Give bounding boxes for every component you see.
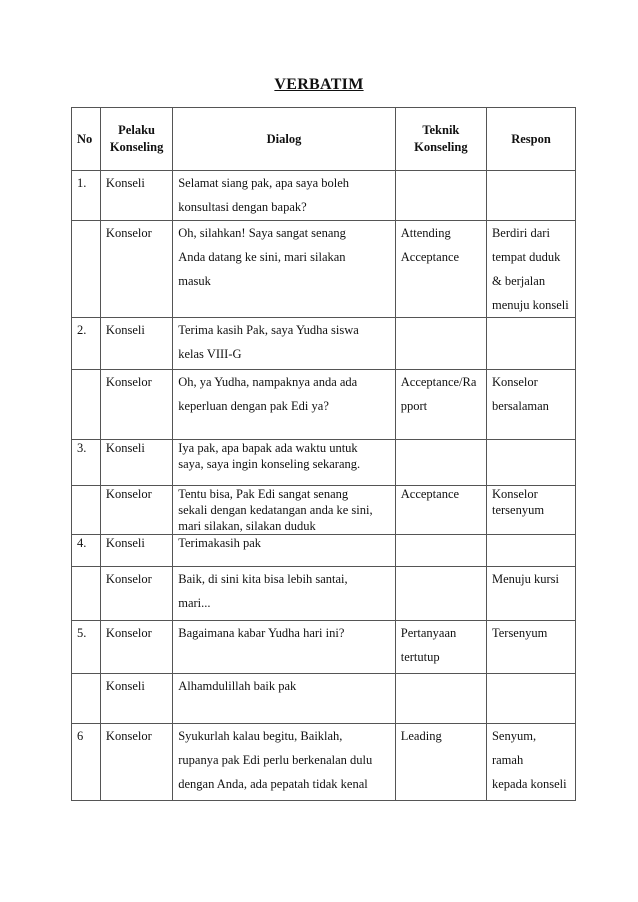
row-respon-cell (486, 567, 575, 621)
row-pelaku-text: Konselor (105, 375, 152, 389)
row-teknik-cell (395, 535, 486, 567)
row-dialog-text: Iya pak, apa bapak ada waktu untuk saya, saya ingin konseling sekarang. (178, 441, 361, 471)
row-pelaku-text: Konselor (105, 572, 152, 586)
row-no-cell (72, 370, 101, 440)
row-teknik-cell (395, 486, 486, 535)
header-dialog: Dialog (173, 108, 396, 171)
header-respon: Respon (486, 108, 575, 171)
row-pelaku-text: Konselor (105, 729, 152, 743)
document-title: VERBATIM (274, 76, 364, 93)
row-no-text: 2. (77, 323, 87, 337)
row-pelaku-text: Konseli (105, 441, 145, 455)
row-dialog-cell (173, 221, 396, 318)
table-row (72, 674, 576, 724)
row-dialog-text: Syukurlah kalau begitu, Baiklah, rupanya pak Edi perlu berkenalan dulu dengan Anda, ada pepatah tidak kenal (178, 729, 373, 791)
row-no-cell (72, 674, 101, 724)
row-dialog-text: Bagaimana kabar Yudha hari ini? (178, 626, 345, 640)
row-respon-cell (486, 724, 575, 801)
table-header-row (72, 108, 576, 171)
row-dialog-cell (173, 486, 396, 535)
row-pelaku-cell (100, 567, 172, 621)
row-dialog-text: Selamat siang pak, apa saya boleh konsultasi dengan bapak? (178, 176, 350, 214)
header-teknik-konseling: Teknik Konseling (395, 108, 486, 171)
row-no-text: 6 (77, 729, 84, 743)
row-respon-text: Konselor bersalaman (491, 375, 549, 413)
row-dialog-cell (173, 171, 396, 221)
table-row (72, 535, 576, 567)
table-row (72, 370, 576, 440)
row-dialog-text: Alhamdulillah baik pak (178, 679, 297, 693)
table-row (72, 171, 576, 221)
row-dialog-cell (173, 621, 396, 674)
row-teknik-text: Attending Acceptance (400, 226, 460, 264)
row-respon-text: Senyum, ramah kepada konseli (491, 729, 567, 791)
row-no-cell (72, 535, 101, 567)
row-pelaku-cell (100, 674, 172, 724)
row-pelaku-cell (100, 486, 172, 535)
row-respon-text: Tersenyum (491, 626, 548, 640)
row-respon-cell (486, 535, 575, 567)
row-respon-cell (486, 486, 575, 535)
row-dialog-text: Oh, ya Yudha, nampaknya anda ada keperluan dengan pak Edi ya? (178, 375, 358, 413)
row-respon-cell (486, 370, 575, 440)
row-no-cell (72, 567, 101, 621)
row-dialog-text: Terimakasih pak (178, 536, 262, 550)
row-teknik-cell (395, 370, 486, 440)
row-teknik-text: Pertanyaan tertutup (400, 626, 457, 664)
row-teknik-cell (395, 171, 486, 221)
row-respon-text: Berdiri dari tempat duduk & berjalan menuju konseli (491, 226, 569, 312)
row-no-text: 1. (77, 176, 87, 190)
row-dialog-text: Baik, di sini kita bisa lebih santai, mari... (178, 572, 348, 610)
row-pelaku-cell (100, 621, 172, 674)
table-row (72, 567, 576, 621)
row-pelaku-text: Konselor (105, 226, 152, 240)
row-no-cell (72, 171, 101, 221)
row-respon-cell (486, 221, 575, 318)
row-respon-cell (486, 171, 575, 221)
row-pelaku-cell (100, 221, 172, 318)
table-row (72, 724, 576, 801)
row-teknik-text: Acceptance (400, 487, 460, 501)
row-pelaku-cell (100, 440, 172, 486)
header-no: No (72, 108, 101, 171)
row-respon-text: Menuju kursi (491, 572, 559, 586)
row-teknik-text: Leading (400, 729, 442, 743)
table-row (72, 318, 576, 370)
row-dialog-cell (173, 535, 396, 567)
row-no-text: 4. (77, 536, 87, 550)
row-dialog-cell (173, 318, 396, 370)
row-pelaku-cell (100, 318, 172, 370)
row-teknik-cell (395, 318, 486, 370)
row-teknik-cell (395, 440, 486, 486)
row-teknik-text: Acceptance/Ra pport (400, 375, 477, 413)
row-pelaku-cell (100, 171, 172, 221)
row-dialog-cell (173, 370, 396, 440)
row-teknik-cell (395, 621, 486, 674)
row-pelaku-text: Konseli (105, 176, 145, 190)
row-no-cell (72, 440, 101, 486)
row-dialog-cell (173, 567, 396, 621)
row-pelaku-text: Konselor (105, 626, 152, 640)
row-respon-text: Konselor tersenyum (491, 487, 545, 517)
row-pelaku-cell (100, 535, 172, 567)
row-dialog-cell (173, 440, 396, 486)
row-respon-cell (486, 621, 575, 674)
row-teknik-cell (395, 567, 486, 621)
row-teknik-cell (395, 674, 486, 724)
row-no-cell (72, 724, 101, 801)
row-dialog-cell (173, 724, 396, 801)
row-teknik-cell (395, 724, 486, 801)
verbatim-table (71, 107, 576, 801)
row-no-cell (72, 318, 101, 370)
row-pelaku-text: Konseli (105, 323, 145, 337)
row-dialog-text: Tentu bisa, Pak Edi sangat senang sekali dengan kedatangan anda ke sini, mari silakan, silakan duduk (178, 487, 373, 533)
row-dialog-cell (173, 674, 396, 724)
row-respon-cell (486, 318, 575, 370)
row-pelaku-cell (100, 724, 172, 801)
row-pelaku-text: Konselor (105, 487, 152, 501)
row-pelaku-text: Konseli (105, 536, 145, 550)
row-teknik-cell (395, 221, 486, 318)
table-row (72, 221, 576, 318)
row-pelaku-text: Konseli (105, 679, 145, 693)
row-dialog-text: Terima kasih Pak, saya Yudha siswa kelas VIII-G (178, 323, 359, 361)
table-row (72, 440, 576, 486)
row-no-cell (72, 221, 101, 318)
row-no-cell (72, 486, 101, 535)
row-pelaku-cell (100, 370, 172, 440)
row-no-text: 3. (77, 441, 87, 455)
header-pelaku-konseling: Pelaku Konseling (100, 108, 172, 171)
row-respon-cell (486, 440, 575, 486)
row-respon-cell (486, 674, 575, 724)
row-dialog-text: Oh, silahkan! Saya sangat senang Anda datang ke sini, mari silakan masuk (178, 226, 346, 288)
row-no-cell (72, 621, 101, 674)
row-no-text: 5. (77, 626, 87, 640)
table-row (72, 486, 576, 535)
table-row (72, 621, 576, 674)
